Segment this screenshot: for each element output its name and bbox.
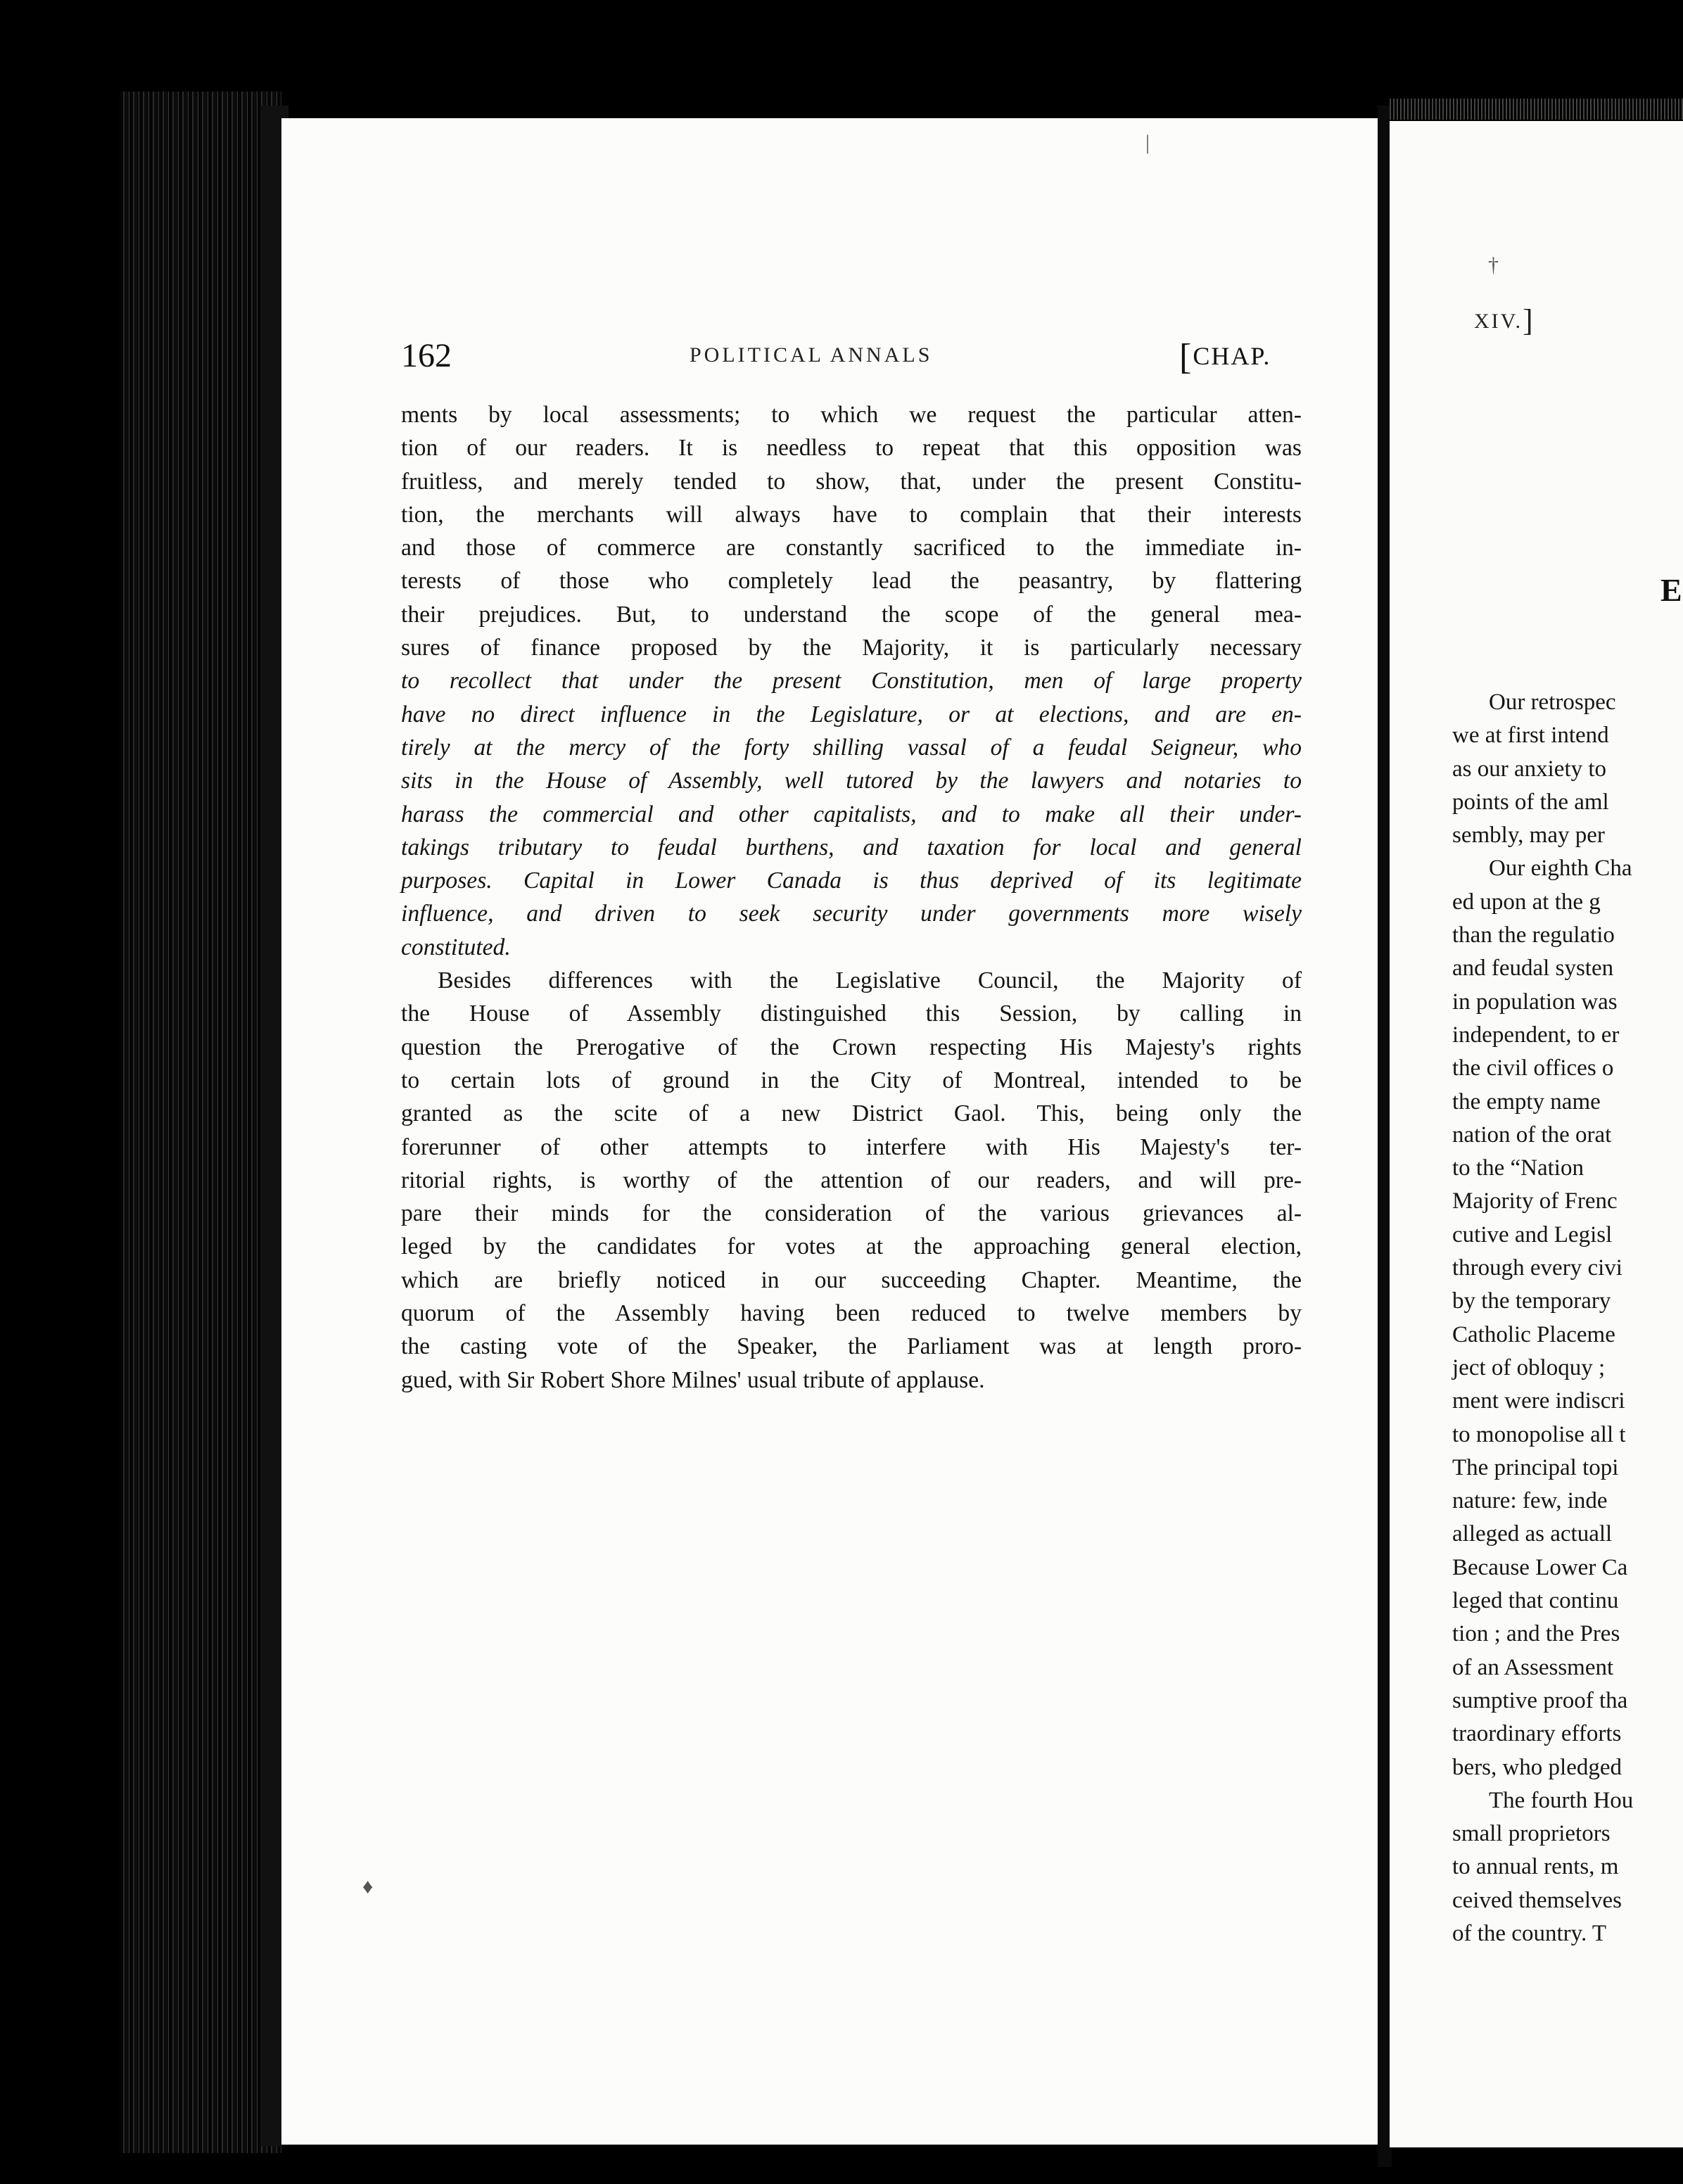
text-line: Because Lower Ca (1452, 1554, 1628, 1580)
text-line: nature: few, inde (1452, 1488, 1608, 1514)
text-line: ceived themselves (1452, 1887, 1622, 1913)
text-line: traordinary efforts (1452, 1721, 1622, 1747)
text-line: alleged as actuall (1452, 1521, 1613, 1547)
text-line: ment were indiscri (1452, 1388, 1625, 1414)
text-line: in population was (1452, 989, 1618, 1015)
text-line: which are briefly noticed in our succeeding Chapter. Meantime, the (401, 1266, 1302, 1293)
chapter-label-text: CHAP. (1193, 342, 1271, 370)
scan-speck: | (1145, 131, 1150, 154)
text-line: to certain lots of ground in the City of Montreal, intended to be (401, 1067, 1302, 1093)
text-line: the casting vote of the Speaker, the Parliament was at length proro- (401, 1333, 1302, 1360)
text-line: of an Assessment (1452, 1654, 1614, 1680)
text-line: to the “Nation (1452, 1155, 1584, 1181)
text-line: points of the aml (1452, 789, 1609, 815)
text-line: gued, with Sir Robert Shore Milnes' usual tribute of applause. (401, 1366, 985, 1393)
scan-speck: ♦ (362, 1875, 374, 1898)
text-line: bers, who pledged (1452, 1754, 1622, 1780)
text-line: influence, and driven to seek security under governments more wisely (401, 901, 1302, 927)
running-head: POLITICAL ANNALS (690, 343, 933, 367)
text-line: the civil offices o (1452, 1055, 1614, 1081)
text-line: quorum of the Assembly having been reduced to twelve members by (401, 1300, 1302, 1327)
text-line: the empty name (1452, 1088, 1601, 1115)
text-line: granted as the scite of a new District Gaol. This, being only the (401, 1100, 1302, 1127)
text-line: to recollect that under the present Constitution, men of large property (401, 668, 1302, 694)
text-line: forerunner of other attempts to interfere with His Majesty's ter- (401, 1134, 1302, 1160)
text-line: The fourth Hou (1489, 1787, 1634, 1813)
book-fore-edge (120, 91, 281, 2153)
text-line: tion ; and the Pres (1452, 1621, 1620, 1647)
text-line: to monopolise all t (1452, 1421, 1626, 1447)
right-page-chapter: XIV. (1474, 310, 1523, 333)
text-line: small proprietors (1452, 1821, 1611, 1847)
right-page-top-edge (1390, 99, 1683, 120)
text-line: harass the commercial and other capitalists, and to make all their under- (401, 801, 1302, 827)
text-line: independent, to er (1452, 1022, 1620, 1048)
chapter-label: [CHAP. (1179, 337, 1271, 377)
text-line: Our retrospec (1489, 690, 1616, 715)
text-line: we at first intend (1452, 723, 1609, 749)
text-line: have no direct influence in the Legislature, or at elections, and are en- (401, 701, 1302, 728)
text-line: and feudal systen (1452, 956, 1614, 982)
text-line: ed upon at the g (1452, 889, 1601, 915)
text-line: terests of those who completely lead the peasantry, by flattering (401, 568, 1302, 595)
text-line: tion, the merchants will always have to complain that their interests (401, 501, 1302, 528)
text-line: question the Prerogative of the Crown respecting His Majesty's rights (401, 1034, 1302, 1060)
text-line: tion of our readers. It is needless to repeat that this opposition was (401, 435, 1302, 462)
text-line: their prejudices. But, to understand the scope of the general mea- (401, 601, 1302, 628)
text-line: ritorial rights, is worthy of the attention of our readers, and will pre- (401, 1167, 1302, 1193)
text-line: through every civi (1452, 1255, 1622, 1281)
text-line: to annual rents, m (1452, 1854, 1619, 1880)
text-line: takings tributary to feudal burthens, and taxation for local and general (401, 834, 1302, 861)
text-line: nation of the orat (1452, 1122, 1612, 1148)
text-line: than the regulatio (1452, 922, 1615, 948)
text-line: The principal topi (1452, 1454, 1619, 1480)
text-line: ject of obloquy ; (1452, 1354, 1606, 1380)
text-line: Catholic Placeme (1452, 1321, 1615, 1347)
text-line: leged that continu (1452, 1588, 1619, 1614)
text-line: and those of commerce are constantly sacrificed to the immediate in- (401, 535, 1302, 561)
text-line: Majority of Frenc (1452, 1188, 1618, 1214)
text-line: ments by local assessments; to which we request the particular atten- (401, 402, 1302, 428)
text-line: as our anxiety to (1452, 756, 1607, 782)
text-line: the House of Assembly distinguished this Session, by calling in (401, 1001, 1302, 1027)
text-line: tirely at the mercy of the forty shilling vassal of a feudal Seigneur, who (401, 734, 1302, 761)
paragraph-start-line: Besides differences with the Legislative Council, the Majority of (438, 967, 1302, 994)
text-line: sumptive proof tha (1452, 1687, 1628, 1713)
right-page-header: XIV.] (1474, 303, 1535, 338)
text-line: by the temporary (1452, 1288, 1611, 1314)
right-page-text (1452, 686, 1683, 1950)
text-line: fruitless, and merely tended to show, that, under the present Constitu- (401, 468, 1302, 495)
scan-speck: † (1488, 253, 1499, 277)
text-line: sembly, may per (1452, 823, 1605, 849)
text-line: purposes. Capital in Lower Canada is thus deprived of its legitimate (401, 868, 1302, 894)
text-line: cutive and Legisl (1452, 1221, 1613, 1247)
body-text (401, 398, 1302, 1397)
text-line: leged by the candidates for votes at the approaching general election, (401, 1233, 1302, 1260)
text-line: constituted. (401, 934, 511, 960)
right-page-heading-initial: E (1660, 572, 1682, 608)
text-line: of the country. T (1452, 1920, 1607, 1946)
text-line: pare their minds for the consideration of the various grievances al- (401, 1200, 1302, 1227)
text-line: sures of finance proposed by the Majority, it is particularly necessary (401, 635, 1302, 661)
text-line: Our eighth Cha (1489, 856, 1632, 882)
page-number: 162 (401, 337, 452, 374)
text-line: sits in the House of Assembly, well tutored by the lawyers and notaries to (401, 768, 1302, 794)
